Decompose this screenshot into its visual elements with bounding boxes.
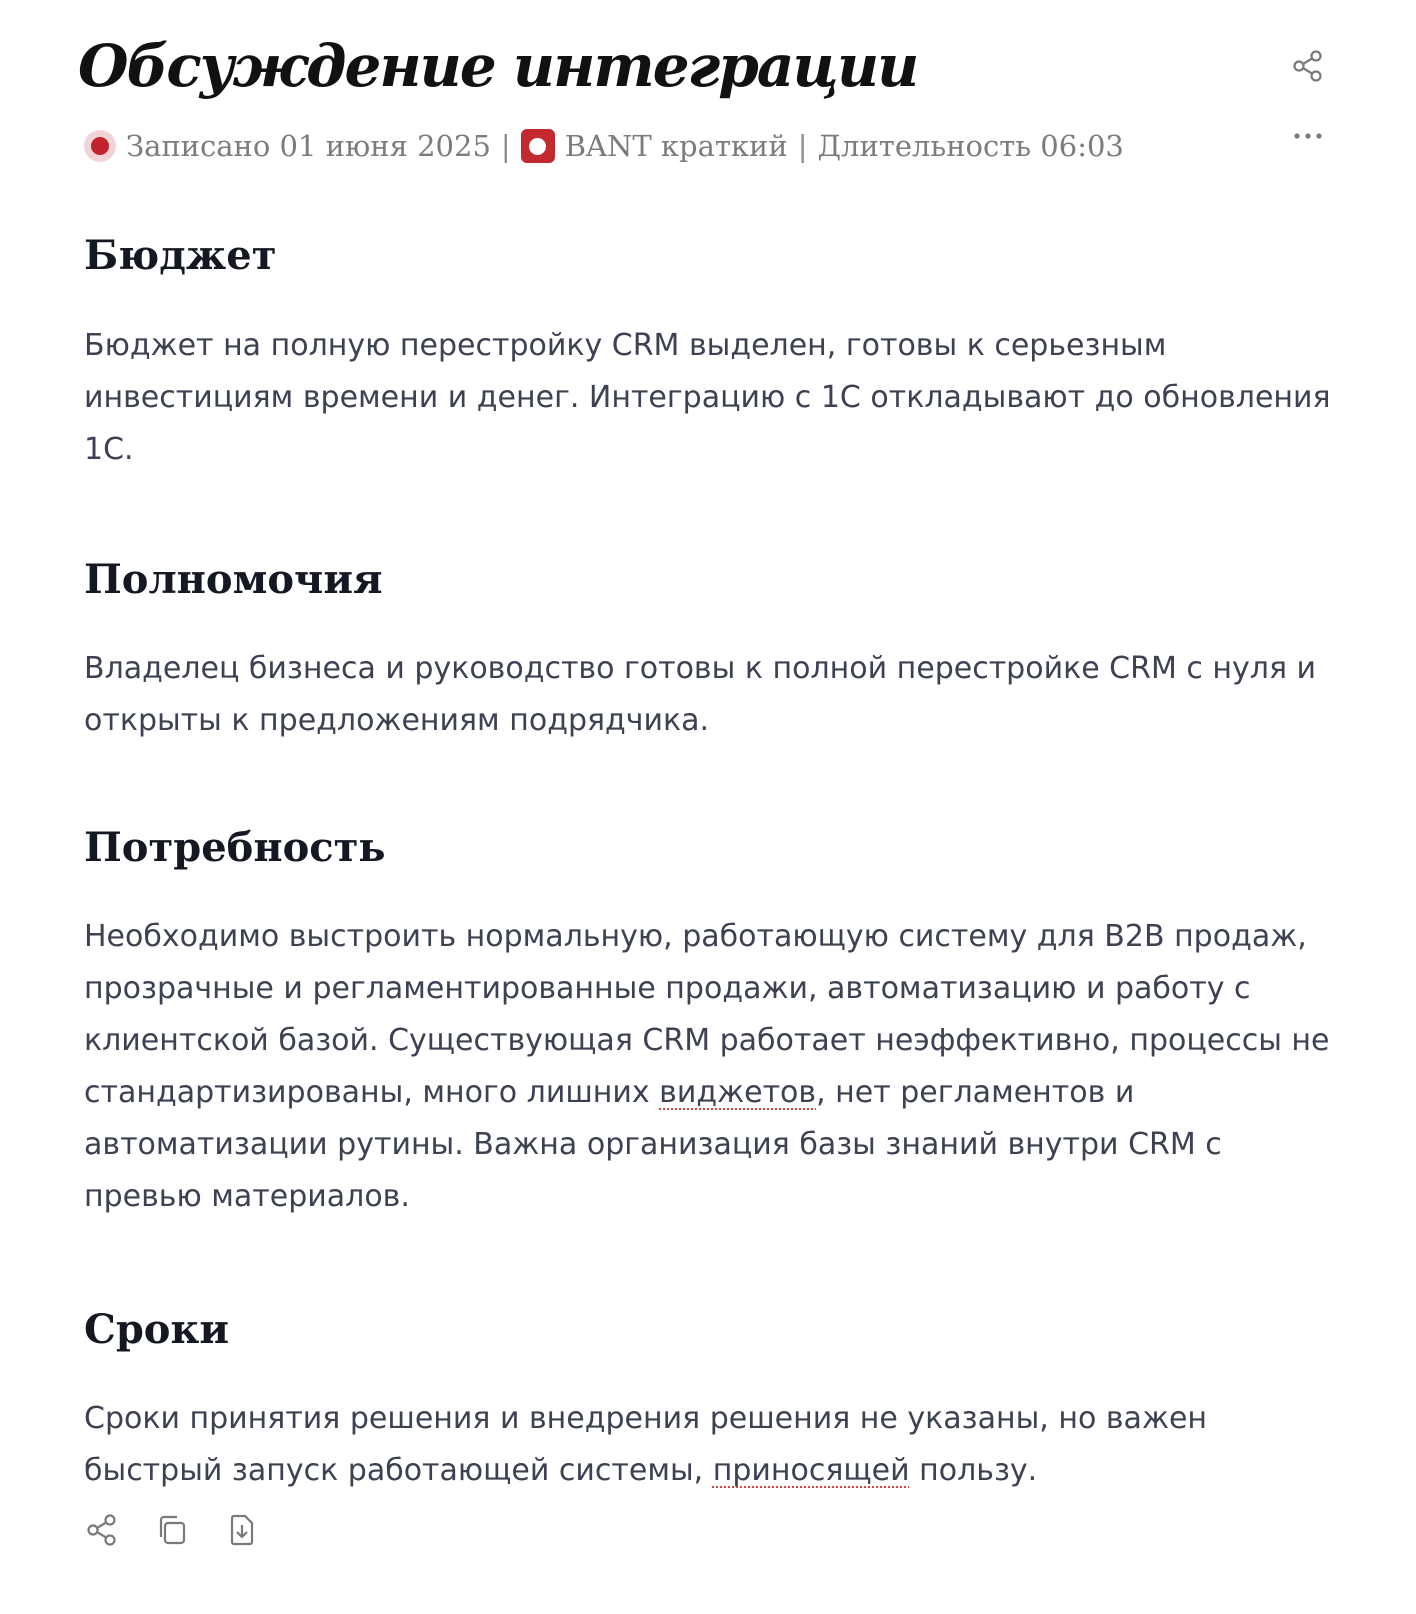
share-summary-button[interactable] <box>80 1508 124 1552</box>
action-bar <box>80 1508 290 1552</box>
need-text-part: , нет регламентов и автоматизации рутины. Важна организация базы знаний внутри CRM с превью материалов. <box>84 1075 1222 1214</box>
copy-icon <box>155 1513 189 1547</box>
budget-heading: Бюджет <box>84 232 277 279</box>
page-title: Обсуждение интеграции <box>78 32 918 100</box>
recorded-date: Записано 01 июня 2025 <box>126 129 491 163</box>
share-button[interactable] <box>1286 44 1330 88</box>
meta-separator: | <box>500 129 511 163</box>
spellcheck-word[interactable]: приносящей <box>712 1453 910 1488</box>
more-options-button[interactable] <box>1286 114 1330 158</box>
budget-text: Бюджет на полную перестройку CRM выделен, готовы к серьезным инвестициям времени и денег. Интеграцию с 1С откладывают до обновления 1С. <box>84 328 1331 467</box>
authority-heading: Полномочия <box>84 556 383 603</box>
timeline-text-part: пользу. <box>909 1453 1038 1488</box>
recording-icon <box>84 130 116 162</box>
duration: Длительность 06:03 <box>817 129 1124 163</box>
need-text-part: Необходимо выстроить нормальную, работающую систему для B2B продаж, прозрачные и регламентированные продажи, автоматизацию и работу с клиентской базой. Существующая CRM работает неэффективно, процессы не стандартизированы, много лишних <box>84 919 1330 1110</box>
timeline-text-part: Сроки принятия решения и внедрения решения не указаны, но важен быстрый запуск работающей системы, <box>84 1401 1208 1488</box>
authority-text: Владелец бизнеса и руководство готовы к полной перестройке CRM с нуля и открыты к предложениям подрядчика. <box>84 651 1317 738</box>
copy-button[interactable] <box>150 1508 194 1552</box>
template-icon <box>521 129 555 163</box>
template-name[interactable]: BANT краткий <box>564 129 788 163</box>
download-button[interactable] <box>220 1508 264 1552</box>
need-heading: Потребность <box>84 824 386 871</box>
download-icon <box>225 1513 259 1547</box>
share-icon <box>1291 49 1325 83</box>
meta-separator: | <box>797 129 808 163</box>
meta-row <box>84 122 1124 170</box>
timeline-heading: Сроки <box>84 1306 230 1353</box>
need-text <box>84 911 1344 1223</box>
share-icon <box>85 1513 119 1547</box>
timeline-text <box>84 1393 1344 1497</box>
spellcheck-word[interactable]: виджетов <box>659 1075 817 1110</box>
more-icon <box>1293 131 1323 141</box>
